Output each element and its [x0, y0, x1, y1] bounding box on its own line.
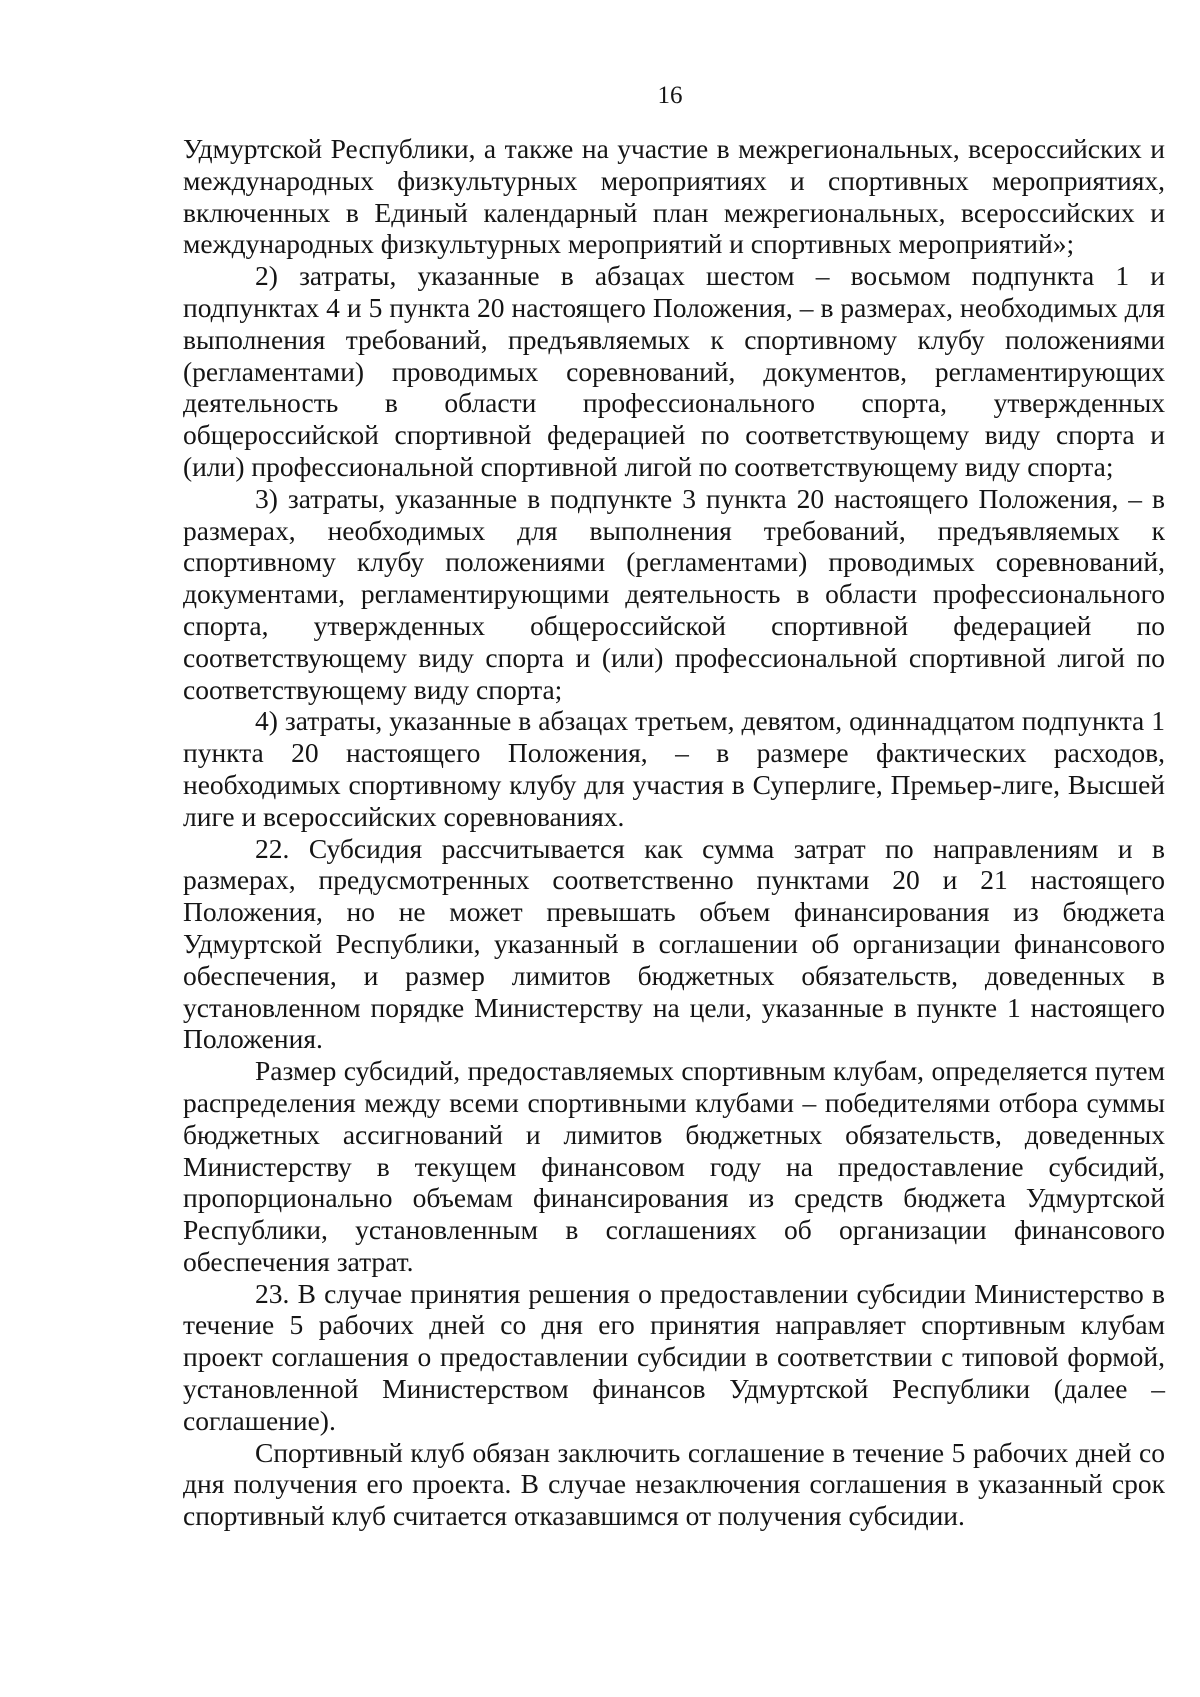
paragraph-clause-22: 22. Субсидия рассчитывается как сумма затрат по направлениям и в размерах, предусмотренных соответственно пунктами 20 и 21 настоящего Положения, но не может превышать объем финансирования из бюджета Удмуртской Республики, указанный в соглашении об организации финансового обеспечения, и размер лимитов бюджетных обязательств, доведенных в установленном порядке Министерству на цели, указанные в пункте 1 настоящего Положения.	[183, 832, 1165, 1055]
page-number: 16	[657, 82, 683, 109]
paragraph-subsidy-size: Размер субсидий, предоставляемых спортивным клубам, определяется путем распределения между всеми спортивными клубами – победителями отбора суммы бюджетных ассигнований и лимитов бюджетных обязательств, доведенных Министерству в текущем финансовом году на предоставление субсидий, пропорционально объемам финансирования из средств бюджета Удмуртской Республики, установленным в соглашениях об организации финансового обеспечения затрат.	[183, 1055, 1165, 1277]
document-body	[183, 133, 1165, 1532]
paragraph-continuation: Удмуртской Республики, а также на участие в межрегиональных, всероссийских и международных физкультурных мероприятиях и спортивных мероприятиях, включенных в Единый календарный план межрегиональных, всероссийских и международных физкультурных мероприятий и спортивных мероприятий»;	[183, 133, 1165, 260]
paragraph-agreement-obligation: Спортивный клуб обязан заключить соглашение в течение 5 рабочих дней со дня получения его проекта. В случае незаключения соглашения в указанный срок спортивный клуб считается отказавшимся от получения субсидии.	[183, 1436, 1165, 1532]
paragraph-item-3: 3) затраты, указанные в подпункте 3 пункта 20 настоящего Положения, – в размерах, необходимых для выполнения требований, предъявляемых к спортивному клубу положениями (регламентами) проводимых соревнований, документами, регламентирующими деятельность в области профессионального спорта, утвержденных общероссийской спортивной федерацией по соответствующему виду спорта и (или) профессиональной спортивной лигой по соответствующему виду спорта;	[183, 482, 1165, 705]
paragraph-clause-23: 23. В случае принятия решения о предоставлении субсидии Министерство в течение 5 рабочих дней со дня его принятия направляет спортивным клубам проект соглашения о предоставлении субсидии в соответствии с типовой формой, установленной Министерством финансов Удмуртской Республики (далее – соглашение).	[183, 1277, 1165, 1436]
paragraph-item-2: 2) затраты, указанные в абзацах шестом – восьмом подпункта 1 и подпунктах 4 и 5 пункта 20 настоящего Положения, – в размерах, необходимых для выполнения требований, предъявляемых к спортивному клубу положениями (регламентами) проводимых соревнований, документов, регламентирующих деятельность в области профессионального спорта, утвержденных общероссийской спортивной федерацией по соответствующему виду спорта и (или) профессиональной спортивной лигой по соответствующему виду спорта;	[183, 260, 1165, 482]
paragraph-item-4: 4) затраты, указанные в абзацах третьем, девятом, одиннадцатом подпункта 1 пункта 20 настоящего Положения, – в размере фактических расходов, необходимых спортивному клубу для участия в Суперлиге, Премьер-лиге, Высшей лиге и всероссийских соревнованиях.	[183, 705, 1165, 832]
